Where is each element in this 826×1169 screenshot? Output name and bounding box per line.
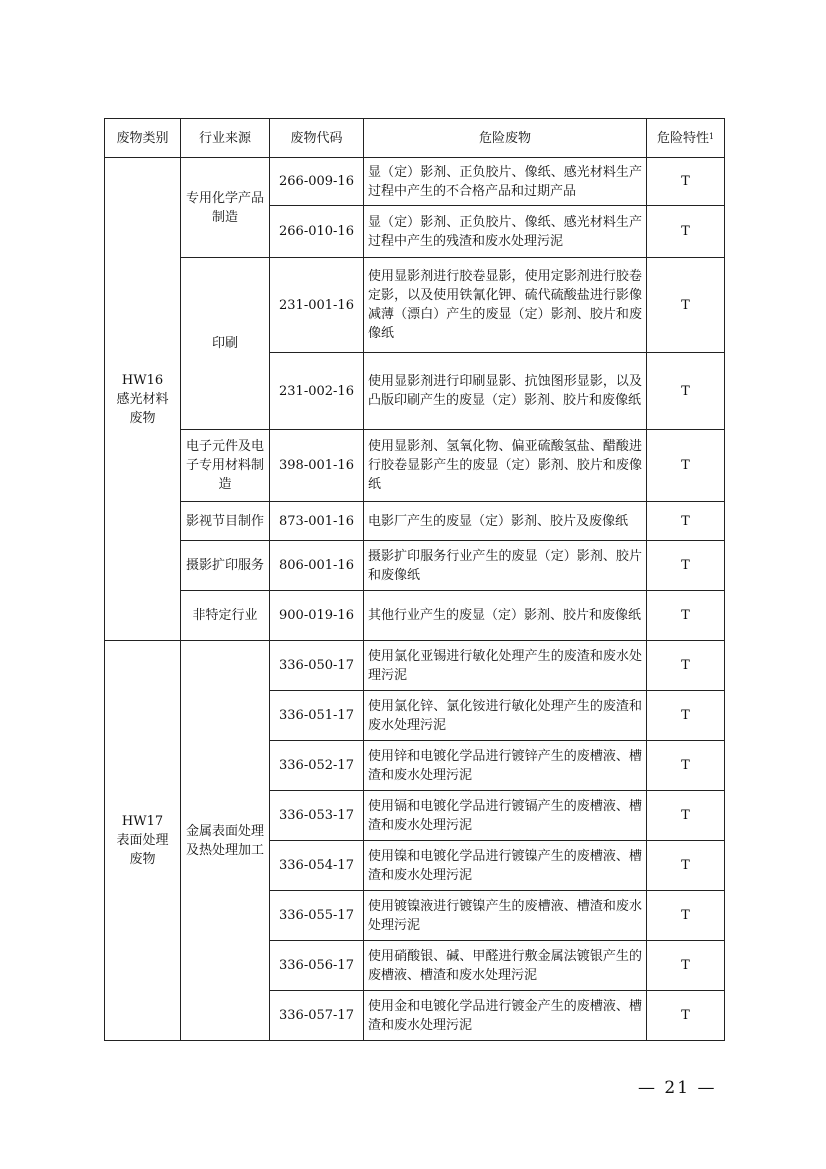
header-characteristic: [647, 119, 725, 158]
waste-code-cell: 336-057-17: [270, 991, 364, 1041]
table-row: [105, 541, 725, 591]
waste-code-cell: 336-054-17: [270, 841, 364, 891]
waste-code-cell: 806-001-16: [270, 541, 364, 591]
waste-description-cell: 使用氯化亚锡进行敏化处理产生的废渣和废水处理污泥: [364, 641, 647, 691]
characteristic-cell: T: [647, 691, 725, 741]
header-category: 废物类别: [105, 119, 181, 158]
waste-code-cell: 900-019-16: [270, 591, 364, 641]
waste-description-cell: 使用硝酸银、碱、甲醛进行敷金属法镀银产生的废槽液、槽渣和废水处理污泥: [364, 941, 647, 991]
characteristic-cell: T: [647, 591, 725, 641]
characteristic-cell: T: [647, 353, 725, 430]
waste-code-cell: 231-002-16: [270, 353, 364, 430]
waste-description-cell: 其他行业产生的废显（定）影剂、胶片和废像纸: [364, 591, 647, 641]
category-cell: [105, 158, 181, 641]
characteristic-cell: T: [647, 541, 725, 591]
source-cell: 金属表面处理及热处理加工: [181, 641, 270, 1041]
table-row: [105, 591, 725, 641]
waste-description-cell: 使用镉和电镀化学品进行镀镉产生的废槽液、槽渣和废水处理污泥: [364, 791, 647, 841]
table-row: [105, 258, 725, 353]
category-category-code: HW17: [121, 814, 164, 829]
table-row: [105, 502, 725, 541]
waste-code-cell: 398-001-16: [270, 430, 364, 502]
waste-code-cell: 336-055-17: [270, 891, 364, 941]
waste-description-cell: 使用镍和电镀化学品进行镀镍产生的废槽液、槽渣和废水处理污泥: [364, 841, 647, 891]
page-number: — 21 —: [638, 1078, 717, 1098]
source-cell: 影视节目制作: [181, 502, 270, 541]
waste-code-cell: 336-050-17: [270, 641, 364, 691]
source-cell: 摄影扩印服务: [181, 541, 270, 591]
characteristic-cell: T: [647, 502, 725, 541]
category-category-name-line1: 感光材料: [116, 391, 169, 407]
footnote-marker: 1: [708, 131, 715, 141]
table-body: [105, 158, 725, 1041]
waste-code-cell: 266-010-16: [270, 206, 364, 258]
category-category-code: HW16: [121, 372, 164, 388]
source-cell: 电子元件及电子专用材料制造: [181, 430, 270, 502]
characteristic-cell: T: [647, 430, 725, 502]
header-waste: 危险废物: [364, 119, 647, 158]
waste-code-cell: 231-001-16: [270, 258, 364, 353]
table-header-row: [105, 119, 725, 158]
characteristic-cell: T: [647, 158, 725, 206]
characteristic-cell: T: [647, 206, 725, 258]
hazardous-waste-table: [104, 118, 725, 1041]
category-category-name-line1: 表面处理: [116, 833, 169, 848]
characteristic-cell: T: [647, 891, 725, 941]
source-cell: 非特定行业: [181, 591, 270, 641]
waste-code-cell: 873-001-16: [270, 502, 364, 541]
category-category-name-line2: 废物: [129, 410, 156, 426]
waste-description-cell: 显（定）影剂、正负胶片、像纸、感光材料生产过程中产生的不合格产品和过期产品: [364, 158, 647, 206]
waste-description-cell: 使用金和电镀化学品进行镀金产生的废槽液、槽渣和废水处理污泥: [364, 991, 647, 1041]
waste-description-cell: 使用氯化锌、氯化铵进行敏化处理产生的废渣和废水处理污泥: [364, 691, 647, 741]
table-row: [105, 158, 725, 206]
waste-code-cell: 336-052-17: [270, 741, 364, 791]
characteristic-cell: T: [647, 991, 725, 1041]
table-row: [105, 430, 725, 502]
waste-description-cell: 显（定）影剂、正负胶片、像纸、感光材料生产过程中产生的残渣和废水处理污泥: [364, 206, 647, 258]
header-characteristic-label: 危险特性: [656, 130, 709, 146]
waste-code-cell: 336-056-17: [270, 941, 364, 991]
waste-description-cell: 电影厂产生的废显（定）影剂、胶片及废像纸: [364, 502, 647, 541]
category-cell: [105, 641, 181, 1041]
waste-description-cell: 使用显影剂进行印刷显影、抗蚀图形显影，以及凸版印刷产生的废显（定）影剂、胶片和废像纸: [364, 353, 647, 430]
waste-description-cell: 使用镀镍液进行镀镍产生的废槽液、槽渣和废水处理污泥: [364, 891, 647, 941]
characteristic-cell: T: [647, 741, 725, 791]
characteristic-cell: T: [647, 258, 725, 353]
header-source: 行业来源: [181, 119, 270, 158]
characteristic-cell: T: [647, 641, 725, 691]
characteristic-cell: T: [647, 791, 725, 841]
waste-code-cell: 336-053-17: [270, 791, 364, 841]
source-cell: 专用化学产品制造: [181, 158, 270, 258]
waste-description-cell: 使用显影剂、氢氧化物、偏亚硫酸氢盐、醋酸进行胶卷显影产生的废显（定）影剂、胶片和废像纸: [364, 430, 647, 502]
characteristic-cell: T: [647, 941, 725, 991]
header-code: 废物代码: [270, 119, 364, 158]
category-category-name-line2: 废物: [129, 852, 156, 867]
source-cell: 印刷: [181, 258, 270, 430]
waste-code-cell: 336-051-17: [270, 691, 364, 741]
table-row: [105, 641, 725, 691]
waste-description-cell: 摄影扩印服务行业产生的废显（定）影剂、胶片和废像纸: [364, 541, 647, 591]
characteristic-cell: T: [647, 841, 725, 891]
waste-description-cell: 使用显影剂进行胶卷显影，使用定影剂进行胶卷定影，以及使用铁氰化钾、硫代硫酸盐进行影像减薄（漂白）产生的废显（定）影剂、胶片和废像纸: [364, 258, 647, 353]
waste-code-cell: 266-009-16: [270, 158, 364, 206]
waste-description-cell: 使用锌和电镀化学品进行镀锌产生的废槽液、槽渣和废水处理污泥: [364, 741, 647, 791]
